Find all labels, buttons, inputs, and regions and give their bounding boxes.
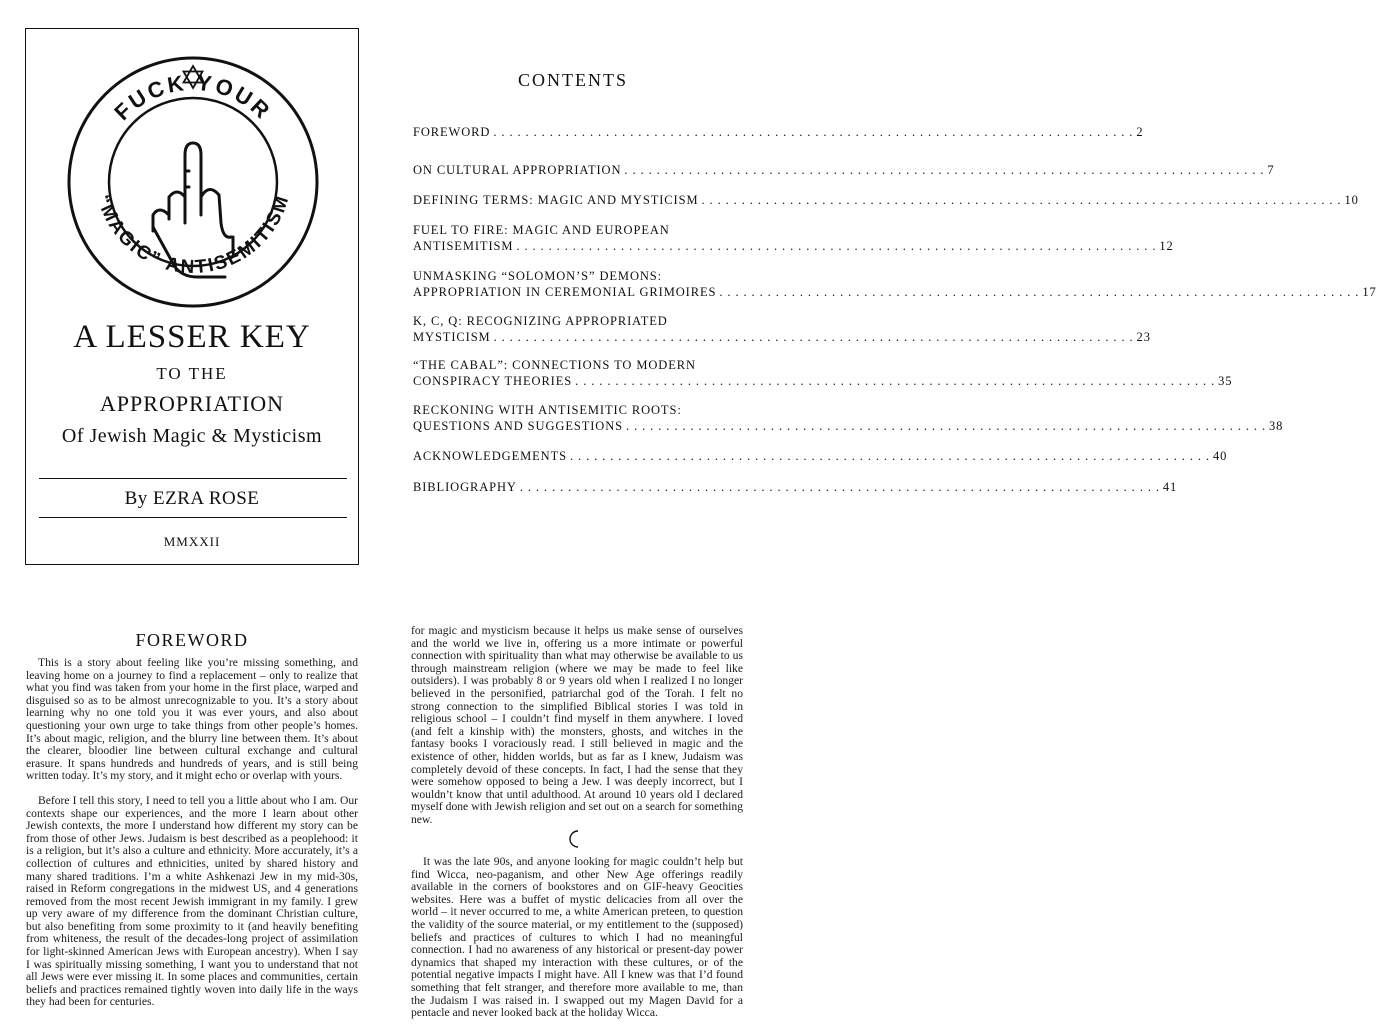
toc-entry-title: ON CULTURAL APPROPRIATION [413,163,622,177]
toc-entry-title: RECKONING WITH ANTISEMITIC ROOTS: [413,403,682,417]
cover-divider-top [39,478,347,479]
toc-entry[interactable] [413,124,1144,140]
toc-leader-dots: . . . . . . . . . . . . . . . . . . . . . . . . . . . . . . . . . . . . . . . . . . . . . . . . . . . . . . . . . . . . . . . . . . . . . . . . . . . . . . . . [519,480,1160,494]
toc-entry[interactable] [413,192,1359,208]
foreword-left-column [26,657,358,1009]
toc-page-number: 12 [1159,239,1174,253]
toc-page-number: 17 [1362,285,1377,299]
toc-entry[interactable] [413,313,1151,345]
toc-page-number: 35 [1218,374,1233,388]
toc-page-number: 10 [1344,193,1359,207]
toc-page-number: 7 [1267,163,1275,177]
toc-entry-title: “THE CABAL”: CONNECTIONS TO MODERN [413,358,696,372]
toc-leader-dots: . . . . . . . . . . . . . . . . . . . . . . . . . . . . . . . . . . . . . . . . . . . . . . . . . . . . . . . . . . . . . . . . . . . . . . . . . . . . . . . . [626,419,1266,433]
cover-title: A LESSER KEY [73,319,311,355]
foreword-paragraph: This is a story about feeling like you’re missing something, and leaving home on a journey to find a replacement – only to realize that what you find was taken from your home in the first place, warped and disguised so as to be almost unrecognizable to you. It’s a story about learning why no one told you it was ever yours, and also about questioning your own urge to take things from other people’s homes. It’s about magic, religion, and the blurry line between them. It’s about the clearer, bloodier line between cultural exchange and cultural erasure. It spans hundreds and hundreds of years, and is still being written today. It’s my story, and it might echo or overlap with yours. [26,656,358,783]
foreword-right-column-lower [411,856,743,1020]
toc-entry[interactable] [413,448,1228,464]
toc-entry[interactable] [413,402,1284,434]
seal-top-text: FUCK YOUR [109,69,277,126]
toc-entry[interactable] [413,222,1174,254]
toc-entry-title: FOREWORD [413,125,491,139]
toc-leader-dots: . . . . . . . . . . . . . . . . . . . . . . . . . . . . . . . . . . . . . . . . . . . . . . . . . . . . . . . . . . . . . . . . . . . . . . . . . . . . . . . . [493,330,1134,344]
toc-entry-title: MYSTICISM [413,330,491,344]
toc-entry-title: BIBLIOGRAPHY [413,480,517,494]
foreword-paragraph: Before I tell this story, I need to tell you a little about who I am. Our contexts shape our experiences, and the more I learn about other Jewish contexts, the more I understand how different my story can be from those of other Jews. Judaism is best described as a peoplehood: it is a religion, but it’s also a culture and ethnicity. More accurately, it’s a collection of cultures and ethnicities, united by shared history and many shared traditions. I’m a white Ashkenazi Jew in my mid-30s, raised in Reform congregations in the midwest US, and 4 generations removed from the most recent Jewish immigrant in my family. I grew up very aware of my difference from the dominant Christian culture, but also benefiting from some proximity to it (and heavily benefiting from whiteness, the result of the decades-long project of assimilation for light-skinned American Jews with European ancestry). When I say I was spiritually missing something, I want you to understand that not all Jews were ever missing it. In some places and communities, certain beliefs and practices remained tightly woven into daily life in the ways they had been for centuries. [26,793,358,1009]
cover-author: By EZRA ROSE [124,488,260,509]
toc-leader-dots: . . . . . . . . . . . . . . . . . . . . . . . . . . . . . . . . . . . . . . . . . . . . . . . . . . . . . . . . . . . . . . . . . . . . . . . . . . . . . . . . [701,193,1342,207]
toc-entry-title: QUESTIONS AND SUGGESTIONS [413,419,624,433]
toc-entry-title: CONSPIRACY THEORIES [413,374,573,388]
toc-entry-title: K, C, Q: RECOGNIZING APPROPRIATED [413,314,668,328]
toc-entry-title: DEFINING TERMS: MAGIC AND MYSTICISM [413,193,699,207]
toc-leader-dots: . . . . . . . . . . . . . . . . . . . . . . . . . . . . . . . . . . . . . . . . . . . . . . . . . . . . . . . . . . . . . . . . . . . . . . . . . . . . . . . . [624,163,1265,177]
foreword-paragraph: for magic and mysticism because it helps us make sense of ourselves and the world we live in, offering us a more intimate or powerful connection with spirituality than what may otherwise be available to us through mainstream religion (where we may be made to feel like outsiders). I was probably 8 or 9 years old when I realized I no longer believed in the personified, patriarchal god of the Torah. I felt no strong connection to the simplified Biblical stories I was told in religious school – I couldn’t find myself in them anywhere. I loved (and felt a kinship with) the monsters, ghosts, and witches in the fantasy books I voraciously read. I still believed in magic and the existence of other, hidden worlds, but as far as I knew, Judaism was completely devoid of these concepts. In fact, I had the sense that they were somehow opposed to being a Jew. I was deeply incorrect, but I wouldn’t know that until adulthood. At around 10 years old I declared myself done with Jewish religion and set out on a search for something new. [411,624,743,826]
toc-leader-dots: . . . . . . . . . . . . . . . . . . . . . . . . . . . . . . . . . . . . . . . . . . . . . . . . . . . . . . . . . . . . . . . . . . . . . . . . . . . . . . . . [516,239,1157,253]
toc-entry-title: FUEL TO FIRE: MAGIC AND EUROPEAN [413,223,670,237]
cover-divider-bottom [39,517,347,518]
seal-emblem [65,47,321,317]
cover-to-the: TO THE [156,364,228,383]
toc-page-number: 23 [1136,330,1151,344]
foreword-heading: FOREWORD [135,630,249,650]
toc-entry-title: APPROPRIATION IN CEREMONIAL GRIMOIRES [413,285,717,299]
toc-leader-dots: . . . . . . . . . . . . . . . . . . . . . . . . . . . . . . . . . . . . . . . . . . . . . . . . . . . . . . . . . . . . . . . . . . . . . . . . . . . . . . . . [575,374,1216,388]
toc-page-number: 40 [1212,449,1228,463]
toc-entry[interactable] [413,268,1377,300]
cover-subtitle: Of Jewish Magic & Mysticism [61,425,323,447]
toc-entry[interactable] [413,357,1233,389]
toc-page-number: 38 [1269,419,1284,433]
toc-leader-dots: . . . . . . . . . . . . . . . . . . . . . . . . . . . . . . . . . . . . . . . . . . . . . . . . . . . . . . . . . . . . . . . . . . . . . . . . . . . . . . . . [569,449,1210,463]
contents-heading: CONTENTS [518,70,628,90]
cover-appropriation: APPROPRIATION [99,391,285,416]
toc-entry-title: ANTISEMITISM [413,239,514,253]
crescent-moon-icon [566,829,586,849]
toc-page-number: 2 [1136,125,1144,139]
toc-leader-dots: . . . . . . . . . . . . . . . . . . . . . . . . . . . . . . . . . . . . . . . . . . . . . . . . . . . . . . . . . . . . . . . . . . . . . . . . . . . . . . . . [719,285,1360,299]
toc-page-number: 41 [1162,480,1178,494]
toc-entry[interactable] [413,479,1178,495]
toc-entry-title: ACKNOWLEDGEMENTS [413,449,567,463]
cover-year: MMXXII [163,534,221,549]
foreword-paragraph: It was the late 90s, and anyone looking for magic couldn’t help but find Wicca, neo-paganism, and other New Age offerings readily available in the corners of bookstores and on GIF-heavy Geocities websites. Here was a buffet of mystic delicacies from all over the world – it never occurred to me, a white American preteen, to question the validity of the source material, or my entitlement to the (supposed) beliefs and practices of cultures to which I had no meaningful connection. I had no awareness of any historical or present-day power dynamics that shaped my interaction with these cultures, or of the potential negative impacts I might have. All I knew was that I’d found something that felt stranger, and therefore more available to me, than the Judaism I was raised in. I swapped out my Magen David for a pentacle and never looked back at the holiday Wicca. [411,855,743,1020]
book-cover [25,28,359,565]
toc-leader-dots: . . . . . . . . . . . . . . . . . . . . . . . . . . . . . . . . . . . . . . . . . . . . . . . . . . . . . . . . . . . . . . . . . . . . . . . . . . . . . . . . [493,125,1134,139]
svg-text:“MAGIC” ANTISEMITISM [92,192,293,278]
toc-entry-title: UNMASKING “SOLOMON’S” DEMONS: [413,269,663,283]
foreword-right-column [411,625,743,827]
toc-entry[interactable] [413,162,1275,178]
seal-bottom-text: “MAGIC” ANTISEMITISM [92,191,294,279]
